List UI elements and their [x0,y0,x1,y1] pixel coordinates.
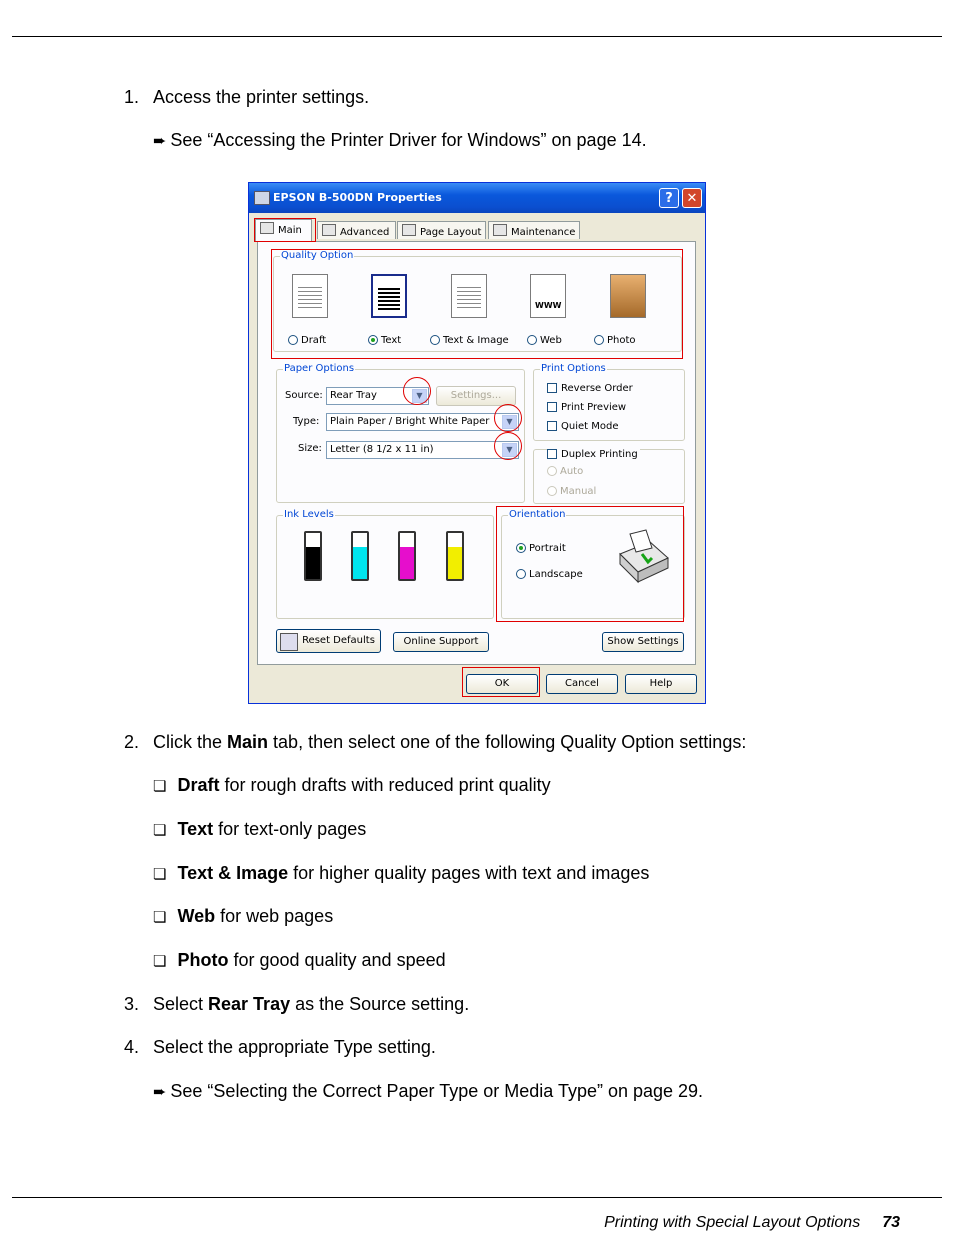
radio-draft[interactable]: Draft [288,335,326,346]
web-icon-text: WWW [535,301,562,310]
source-label: Source: [285,390,323,401]
tab-main[interactable]: Main [255,219,312,241]
arrow-icon: ➨ [153,133,167,150]
arrow-icon: ➨ [153,1084,167,1101]
bottom-rule [12,1197,942,1198]
radio-text[interactable]: Text [368,335,401,346]
highlight-source-dropdown [403,377,431,405]
dialog-titlebar [249,183,705,213]
tab-maintenance[interactable]: Maintenance [488,221,580,239]
step-1-reference [153,129,647,153]
orientation-label: Orientation [509,509,566,520]
reference-link[interactable]: See “Accessing the Printer Driver for Windows” on page 14. [170,130,647,150]
chevron-down-icon: ▼ [502,443,517,457]
checkbox-bullet-icon: ❏ [153,822,167,839]
print-options-group [533,363,685,441]
chevron-down-icon: ▼ [502,415,517,429]
online-support-button[interactable]: Online Support [393,632,489,652]
highlight-quality-option [271,249,683,359]
checkbox-bullet-icon: ❏ [153,953,167,970]
radio-landscape[interactable]: Landscape [516,569,583,580]
ink-levels-label: Ink Levels [284,509,334,520]
step-1-text: Access the printer settings. [153,87,370,107]
settings-button[interactable]: Settings... [436,386,516,406]
bullet-web: ❏ Web for web pages [153,906,334,926]
highlight-orientation [496,506,684,622]
highlight-size-dropdown [494,432,522,460]
tab-page-layout[interactable]: Page Layout [397,221,486,239]
cancel-button[interactable]: Cancel [546,674,618,694]
radio-photo[interactable]: Photo [594,335,636,346]
checkbox-print-preview[interactable]: Print Preview [547,402,626,413]
printer-properties-dialog [248,182,706,704]
reset-icon [280,633,298,651]
help-button[interactable]: Help [625,674,697,694]
page-footer [604,1214,900,1232]
reset-defaults-button[interactable]: Reset Defaults [276,629,381,653]
bullet-draft: ❏ Draft for rough drafts with reduced print quality [153,775,551,795]
checkbox-duplex-printing[interactable]: Duplex Printing [547,449,640,460]
help-button-titlebar[interactable]: ? [659,188,679,208]
radio-web[interactable]: Web [527,335,562,346]
bullet-photo: ❏ Photo for good quality and speed [153,950,446,970]
radio-manual[interactable]: Manual [547,486,596,497]
step-4-text: Select the appropriate Type setting. [153,1037,436,1057]
advanced-icon [322,224,336,236]
dialog-title: EPSON B-500DN Properties [273,191,442,204]
radio-auto[interactable]: Auto [547,466,583,477]
checkbox-bullet-icon: ❏ [153,909,167,926]
ink-magenta [398,531,416,581]
radio-text-image[interactable]: Text & Image [430,335,509,346]
checkbox-bullet-icon: ❏ [153,866,167,883]
highlight-main-tab [254,218,316,242]
bullet-text-image: ❏ Text & Image for higher quality pages with text and images [153,863,650,883]
size-label: Size: [298,443,322,454]
type-select[interactable]: Plain Paper / Bright White Paper ▼ [326,413,519,431]
step-4-reference [153,1080,703,1104]
footer-section-title: Printing with Special Layout Options [604,1214,861,1231]
ink-cyan [351,531,369,581]
maintenance-icon [493,224,507,236]
page-number: 73 [882,1214,900,1231]
step-2-number: 2. [124,732,140,752]
step-1-number: 1. [124,87,140,107]
top-rule [12,36,942,37]
step-4-number: 4. [124,1037,140,1057]
step-3-number: 3. [124,994,140,1014]
checkbox-reverse-order[interactable]: Reverse Order [547,383,633,394]
highlight-ok-button [462,667,540,697]
print-options-label: Print Options [541,363,606,374]
quality-option-label: Quality Option [281,250,354,261]
checkbox-quiet-mode[interactable]: Quiet Mode [547,421,619,432]
show-settings-button[interactable]: Show Settings [602,632,684,652]
close-button[interactable]: ✕ [682,188,702,208]
ink-yellow [446,531,464,581]
ink-black [304,531,322,581]
source-select[interactable]: Rear Tray ▼ [326,387,429,405]
duplex-group [533,449,685,504]
radio-portrait[interactable]: Portrait [516,543,566,554]
chevron-down-icon: ▼ [412,389,427,403]
paper-options-label: Paper Options [284,363,355,374]
ok-button[interactable]: OK [466,674,538,694]
type-label: Type: [293,416,320,427]
highlight-type-dropdown [494,404,522,432]
paper-options-group [276,363,525,503]
reference-link[interactable]: See “Selecting the Correct Paper Type or Media Type” on page 29. [170,1081,704,1101]
size-select[interactable]: Letter (8 1/2 x 11 in) ▼ [326,441,519,459]
ink-levels-group [276,509,494,619]
bullet-text: ❏ Text for text-only pages [153,819,367,839]
tab-advanced[interactable]: Advanced [317,221,396,239]
checkbox-bullet-icon: ❏ [153,778,167,795]
step-3-text: Select Rear Tray as the Source setting. [153,994,470,1014]
page-layout-icon [402,224,416,236]
printer-icon [254,191,270,205]
step-2-text: Click the Main tab, then select one of the following Quality Option settings: [153,732,747,752]
